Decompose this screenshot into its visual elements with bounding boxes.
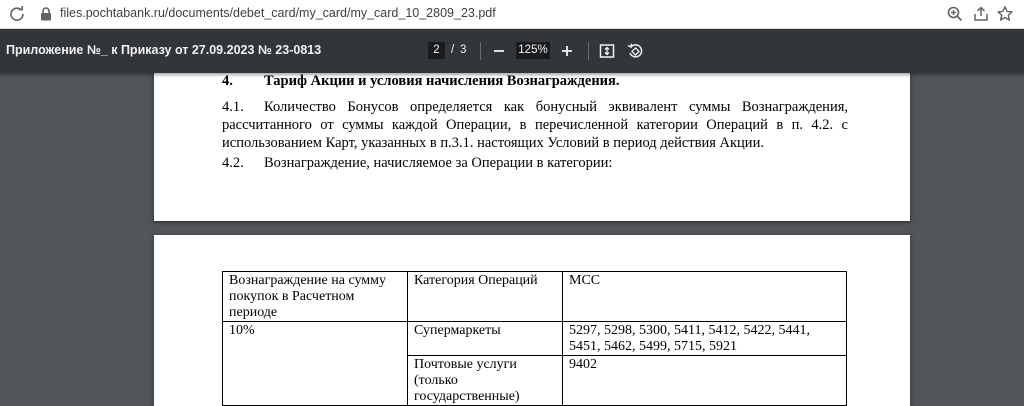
- paragraph-text: Количество Бонусов определяется как бонусный эквивалент суммы Вознаграждения, рассчитанного от суммы каждой Операции, в перечисленной категории Операций в п. 4.2. с использованием Карт, указанных в п.3.1. настоящих Условий в период действия Акции.: [222, 99, 848, 151]
- table-cell: 5297, 5298, 5300, 5411, 5412, 5422, 5441, 5451, 5462, 5499, 5715, 5921: [563, 322, 847, 356]
- zoom-input[interactable]: 125%: [516, 42, 550, 59]
- reward-table: [222, 271, 847, 406]
- page-separator: /: [451, 44, 455, 56]
- paragraph-number: 4.2.: [222, 155, 244, 171]
- pdf-page: [154, 73, 910, 221]
- table-cell: Супермаркеты: [408, 322, 563, 356]
- reload-icon[interactable]: [8, 5, 26, 23]
- section-title: Тариф Акции и условия начисления Вознаграждения.: [264, 73, 620, 89]
- table-row: [223, 322, 847, 356]
- table-header-cell: Категория Операций: [408, 272, 563, 322]
- address-bar: [0, 0, 1024, 29]
- paragraph-4-1: [222, 98, 848, 152]
- toolbar-divider: [480, 42, 481, 60]
- url-text[interactable]: files.pochtabank.ru/documents/debet_card/my_card/my_card_10_2809_23.pdf: [60, 6, 496, 20]
- table-header-row: [223, 272, 847, 322]
- share-icon[interactable]: [972, 5, 990, 23]
- table-header-cell: Вознаграждение на сумму покупок в Расчетном периоде: [223, 272, 408, 322]
- page-number-input[interactable]: 2: [428, 42, 445, 59]
- paragraph-4-2: [222, 154, 848, 172]
- pdf-toolbar: [0, 29, 1024, 73]
- minus-icon[interactable]: [490, 42, 508, 60]
- paragraph-text: Вознаграждение, начисляемое за Операции в категории:: [264, 155, 613, 171]
- plus-icon[interactable]: [558, 42, 576, 60]
- pdf-page: [154, 235, 910, 406]
- document-title: Приложение №_ к Приказу от 27.09.2023 № 23-0813: [6, 43, 322, 57]
- pdf-viewer[interactable]: [0, 73, 1024, 406]
- section-number: 4.: [222, 73, 233, 89]
- page-total: 3: [460, 44, 467, 56]
- section-heading: [222, 73, 620, 90]
- paragraph-number: 4.1.: [222, 99, 244, 115]
- lock-icon[interactable]: [40, 7, 52, 21]
- table-cell: 10%: [223, 322, 408, 406]
- zoom-icon[interactable]: [946, 5, 964, 23]
- table-header-cell: МСС: [563, 272, 847, 322]
- rotate-icon[interactable]: [626, 42, 644, 60]
- toolbar-divider: [588, 42, 589, 60]
- table-cell: 9402: [563, 356, 847, 406]
- fit-page-icon[interactable]: [598, 42, 616, 60]
- star-icon[interactable]: [996, 5, 1014, 23]
- table-cell: Почтовые услуги (только государственные): [408, 356, 563, 406]
